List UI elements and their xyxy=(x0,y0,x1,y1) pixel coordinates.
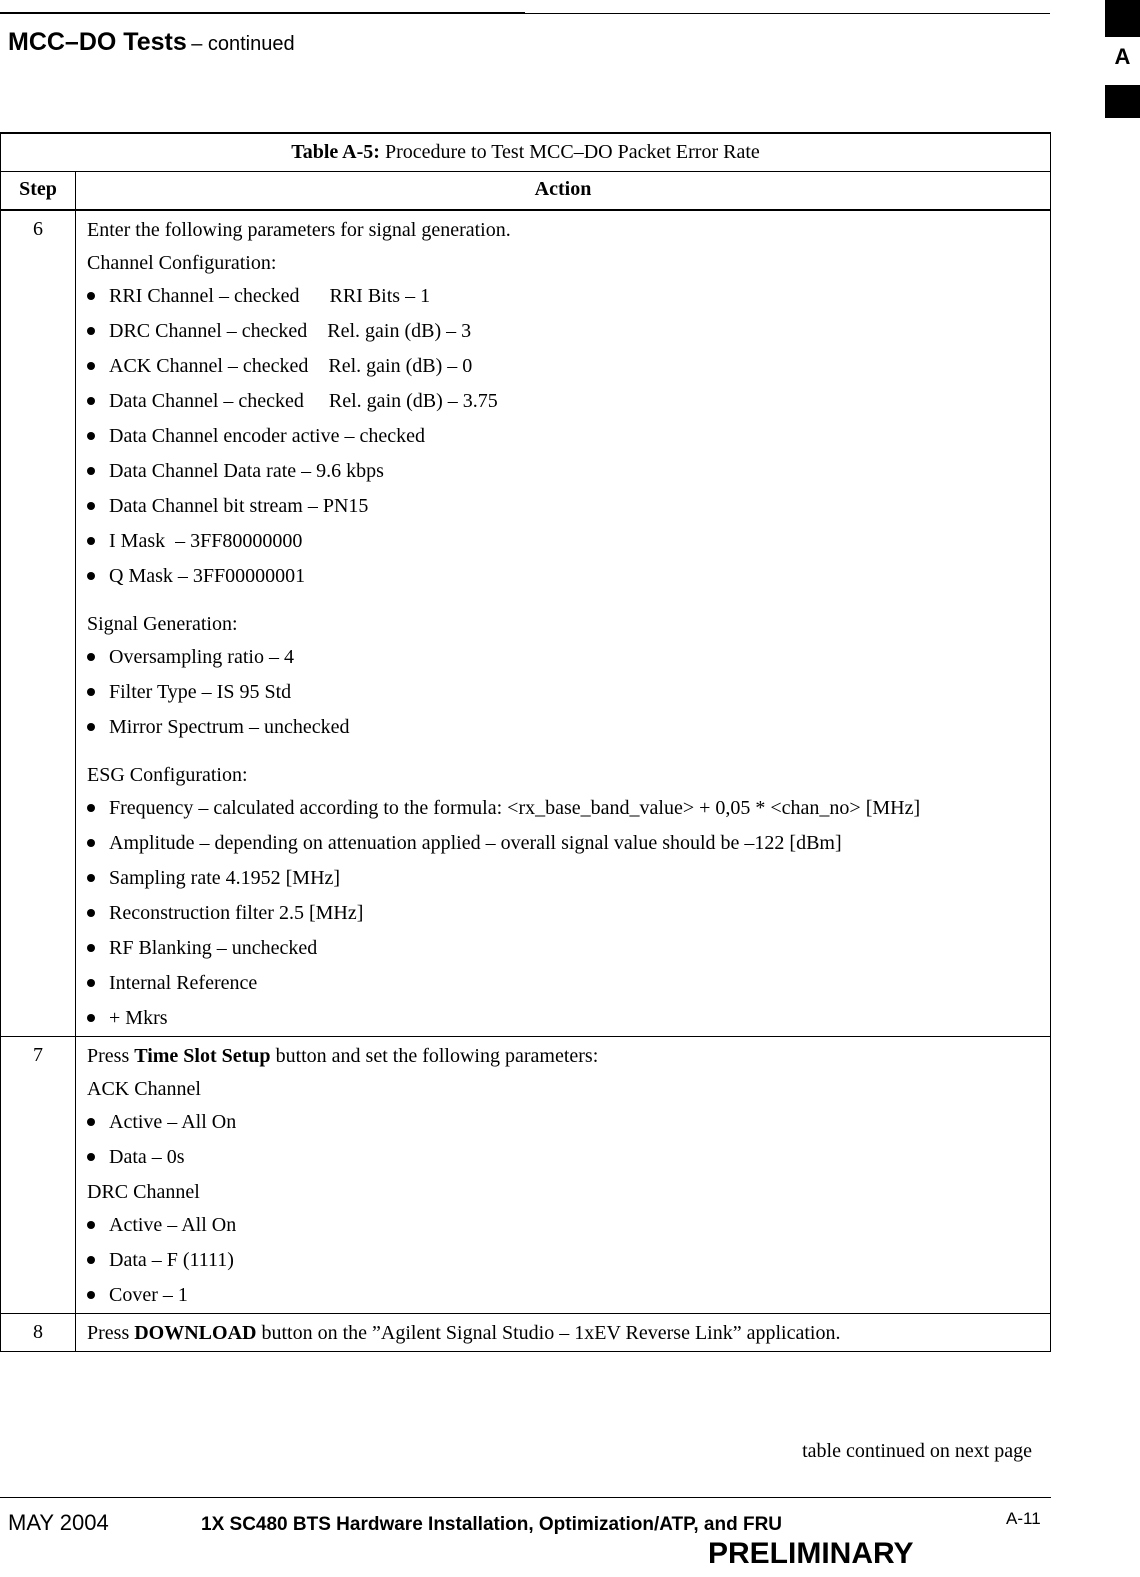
step-action xyxy=(76,210,1051,1037)
table-header-row xyxy=(1,172,1051,211)
bullet-icon xyxy=(87,327,95,335)
footer-status: PRELIMINARY xyxy=(708,1537,914,1570)
bullet-icon xyxy=(87,1153,95,1161)
footer-rule xyxy=(0,1497,1051,1498)
button-name-reference: DOWNLOAD xyxy=(134,1322,257,1344)
list-item-text: Active – All On xyxy=(109,1111,237,1133)
bullet-icon xyxy=(87,1256,95,1264)
table-caption-row xyxy=(1,133,1051,172)
bullet-icon xyxy=(87,723,95,731)
bullet-icon xyxy=(87,804,95,812)
list-item-text: Oversampling ratio – 4 xyxy=(109,646,294,668)
bullet-list xyxy=(87,1213,1040,1307)
header-rule-thin xyxy=(525,13,1050,14)
column-header-action: Action xyxy=(76,172,1051,211)
page-title: MCC–DO Tests xyxy=(8,28,187,56)
section-tab-letter: A xyxy=(1114,44,1131,69)
step-number: 6 xyxy=(1,210,76,1037)
list-item-text: RRI Channel – checked RRI Bits – 1 xyxy=(109,285,431,307)
list-item-text: Data Channel encoder active – checked xyxy=(109,425,425,447)
list-item xyxy=(87,831,1040,855)
list-item-text: Q Mask – 3FF00000001 xyxy=(109,565,306,587)
list-item xyxy=(87,645,1040,669)
table-row xyxy=(1,1314,1051,1352)
bullet-list xyxy=(87,645,1040,739)
list-item-text: Cover – 1 xyxy=(109,1284,188,1306)
list-item xyxy=(87,1110,1040,1134)
list-item-text: RF Blanking – unchecked xyxy=(109,937,318,959)
list-item xyxy=(87,1145,1040,1169)
list-item-text: Data – F (1111) xyxy=(109,1249,234,1271)
list-item-text: DRC Channel – checked Rel. gain (dB) – 3 xyxy=(109,320,472,342)
bullet-icon xyxy=(87,502,95,510)
list-item xyxy=(87,284,1040,308)
list-item-text: Internal Reference xyxy=(109,972,258,994)
step-intro-text: button and set the following parameters: xyxy=(270,1045,599,1067)
list-item xyxy=(87,901,1040,925)
bullet-icon xyxy=(87,292,95,300)
footer-document-title: 1X SC480 BTS Hardware Installation, Optimization/ATP, and FRU xyxy=(201,1514,783,1535)
step-intro xyxy=(87,1044,1040,1068)
list-item xyxy=(87,866,1040,890)
list-item xyxy=(87,1283,1040,1307)
section-tab-marker-top xyxy=(1105,0,1140,37)
step-number: 7 xyxy=(1,1037,76,1314)
list-item-text: Reconstruction filter 2.5 [MHz] xyxy=(109,902,364,924)
table-row xyxy=(1,210,1051,1037)
bullet-icon xyxy=(87,1221,95,1229)
table-caption-label: Table A-5: xyxy=(291,141,380,163)
bullet-icon xyxy=(87,1118,95,1126)
list-item xyxy=(87,715,1040,739)
list-item xyxy=(87,1213,1040,1237)
list-item xyxy=(87,494,1040,518)
list-item xyxy=(87,424,1040,448)
list-item-text: Frequency – calculated according to the formula: <rx_base_band_value> + 0,05 * <chan_no> [MHz] xyxy=(109,797,921,819)
section-heading: ESG Configuration: xyxy=(87,764,248,786)
step-intro xyxy=(87,1321,1040,1345)
step-intro-text: button on the ”Agilent Signal Studio – 1xEV Reverse Link” application. xyxy=(256,1322,841,1344)
list-item-text: Filter Type – IS 95 Std xyxy=(109,681,292,703)
step-intro-text: Press xyxy=(87,1322,135,1344)
bullet-list xyxy=(87,284,1040,588)
bullet-icon xyxy=(87,979,95,987)
bullet-list xyxy=(87,1110,1040,1169)
list-item-text: Data Channel Data rate – 9.6 kbps xyxy=(109,460,384,482)
list-item-text: Data Channel – checked Rel. gain (dB) – 3.75 xyxy=(109,390,498,412)
bullet-icon xyxy=(87,1291,95,1299)
column-header-step: Step xyxy=(1,172,76,211)
step-intro-text: Press xyxy=(87,1045,135,1067)
table-caption-text: Procedure to Test MCC–DO Packet Error Rate xyxy=(379,141,760,163)
list-item xyxy=(87,389,1040,413)
list-item xyxy=(87,796,1040,820)
bullet-icon xyxy=(87,537,95,545)
button-name-reference: Time Slot Setup xyxy=(134,1045,271,1067)
bullet-icon xyxy=(87,397,95,405)
list-item xyxy=(87,319,1040,343)
bullet-icon xyxy=(87,362,95,370)
list-item xyxy=(87,936,1040,960)
section-heading: Signal Generation: xyxy=(87,613,238,635)
bullet-list xyxy=(87,796,1040,1030)
bullet-icon xyxy=(87,688,95,696)
step-intro: Enter the following parameters for signal generation. xyxy=(87,219,511,241)
list-item xyxy=(87,680,1040,704)
bullet-icon xyxy=(87,467,95,475)
footer-date: MAY 2004 xyxy=(8,1510,109,1535)
bullet-icon xyxy=(87,839,95,847)
bullet-icon xyxy=(87,653,95,661)
list-item-text: Data Channel bit stream – PN15 xyxy=(109,495,369,517)
list-item-text: Amplitude – depending on attenuation applied – overall signal value should be –122 [dBm] xyxy=(109,832,842,854)
procedure-table xyxy=(0,132,1051,1352)
page-title-continued: – continued xyxy=(191,33,295,55)
list-item xyxy=(87,971,1040,995)
list-item xyxy=(87,354,1040,378)
list-item xyxy=(87,1006,1040,1030)
bullet-icon xyxy=(87,874,95,882)
list-item-text: Mirror Spectrum – unchecked xyxy=(109,716,350,738)
step-action xyxy=(76,1314,1051,1352)
list-item-text: I Mask – 3FF80000000 xyxy=(109,530,303,552)
bullet-icon xyxy=(87,1014,95,1022)
bullet-icon xyxy=(87,909,95,917)
section-heading: ACK Channel xyxy=(87,1078,201,1100)
footer-page-number: A-11 xyxy=(1006,1509,1041,1528)
list-item-text: Active – All On xyxy=(109,1214,237,1236)
list-item xyxy=(87,1248,1040,1272)
list-item xyxy=(87,564,1040,588)
bullet-icon xyxy=(87,944,95,952)
header-rule xyxy=(0,12,525,14)
list-item-text: ACK Channel – checked Rel. gain (dB) – 0 xyxy=(109,355,473,377)
list-item-text: + Mkrs xyxy=(109,1007,168,1029)
list-item xyxy=(87,459,1040,483)
list-item xyxy=(87,529,1040,553)
section-tab-marker-bottom xyxy=(1105,85,1140,118)
page-header xyxy=(8,28,295,57)
bullet-icon xyxy=(87,432,95,440)
section-heading: Channel Configuration: xyxy=(87,252,277,274)
step-action xyxy=(76,1037,1051,1314)
table-continued-note: table continued on next page xyxy=(802,1440,1032,1462)
list-item-text: Data – 0s xyxy=(109,1146,185,1168)
bullet-icon xyxy=(87,572,95,580)
table-row xyxy=(1,1037,1051,1314)
section-heading: DRC Channel xyxy=(87,1181,200,1203)
table-caption xyxy=(1,133,1051,172)
step-number: 8 xyxy=(1,1314,76,1352)
list-item-text: Sampling rate 4.1952 [MHz] xyxy=(109,867,341,889)
